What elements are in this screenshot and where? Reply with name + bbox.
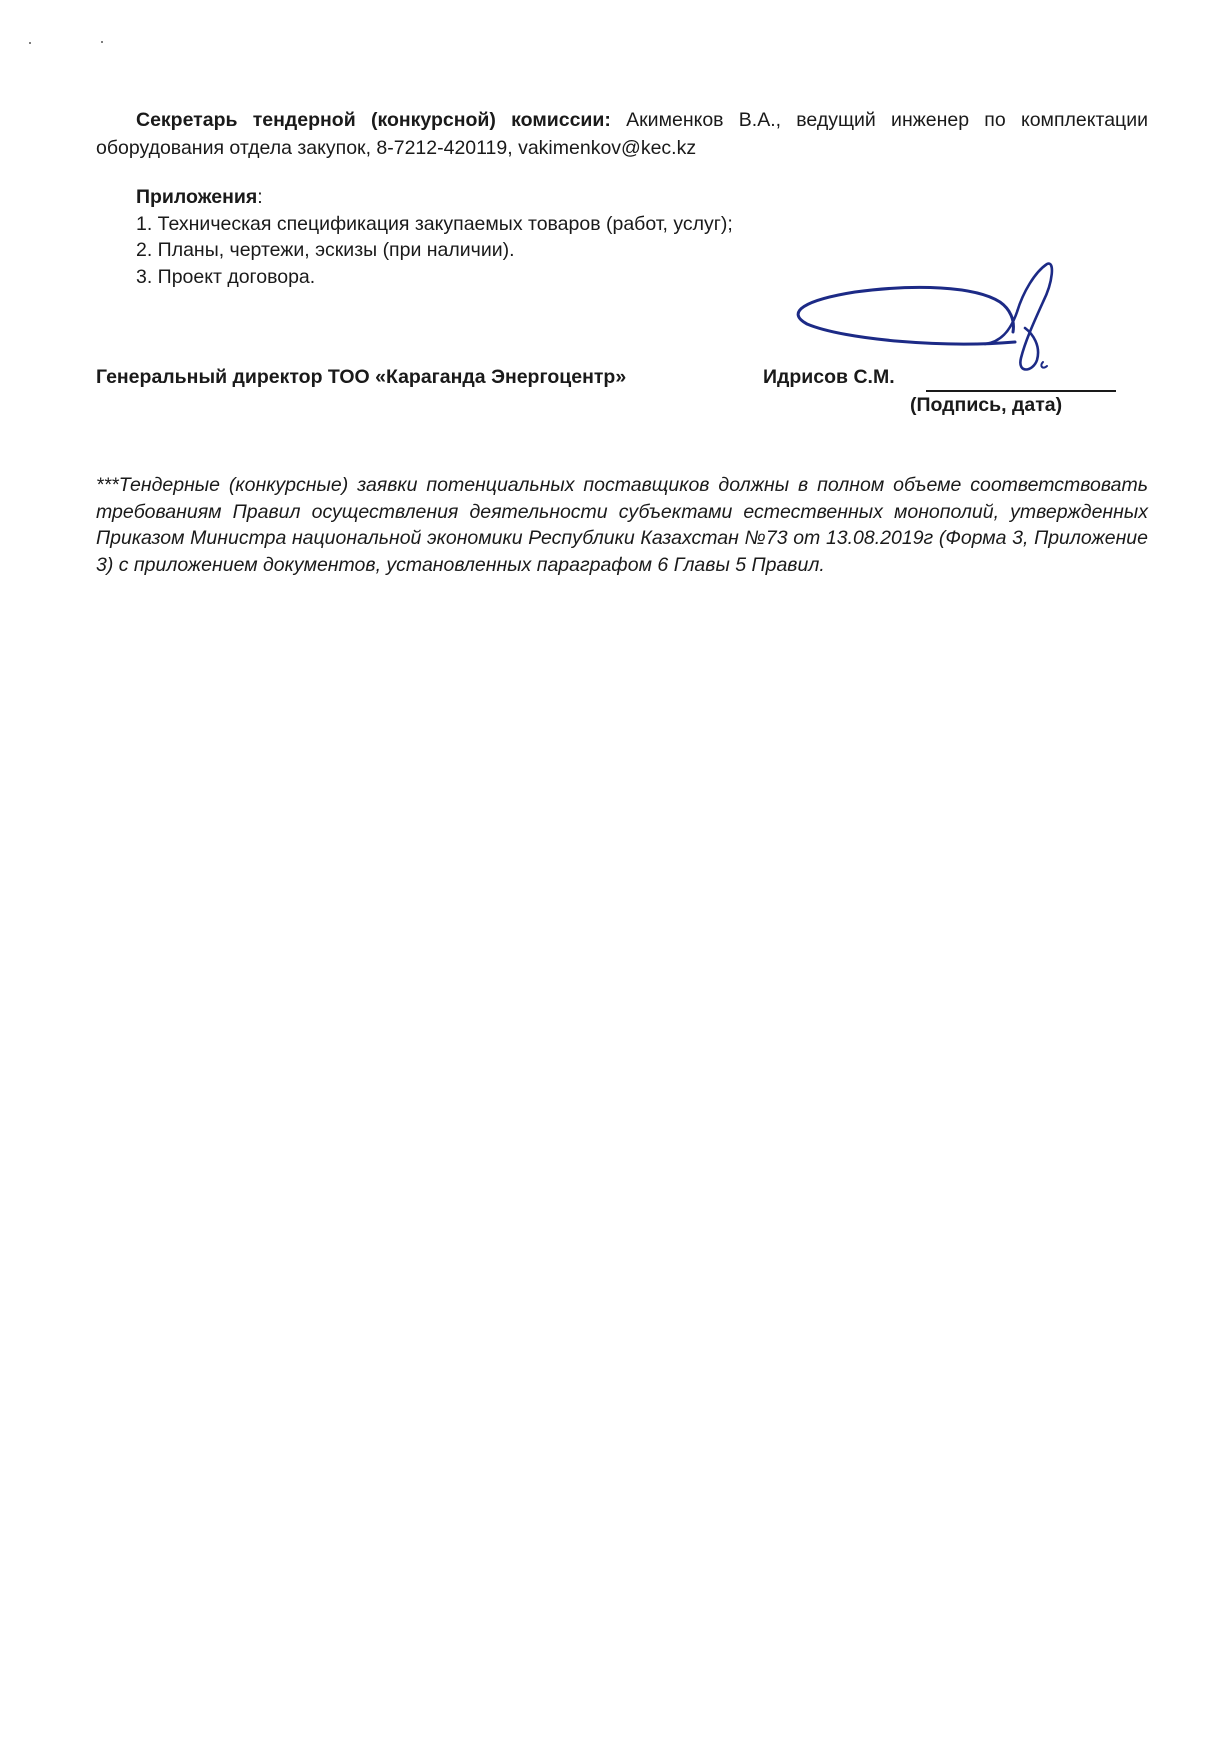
attachments-section: [136, 184, 733, 290]
scan-specks: [28, 40, 108, 46]
secretary-details: Акименков В.А., ведущий инженер по комплектации оборудования отдела закупок, 8-7212-420119, vakimenkov@kec.kz: [96, 109, 1148, 159]
director-title: Генеральный директор ТОО «Караганда Энергоцентр»: [96, 366, 627, 388]
secretary-paragraph: [96, 106, 1148, 162]
attachments-list: [136, 211, 733, 291]
attachments-heading: [136, 184, 733, 211]
attachment-item: 1. Техническая спецификация закупаемых товаров (работ, услуг);: [136, 212, 733, 235]
director-name: Идрисов С.М.: [763, 366, 895, 388]
signature-caption: (Подпись, дата): [910, 394, 1063, 416]
handwritten-signature: [785, 262, 1105, 382]
attachment-item: 2. Планы, чертежи, эскизы (при наличии).: [136, 239, 515, 261]
attachments-colon: :: [257, 186, 263, 208]
secretary-label: Секретарь тендерной (конкурсной) комиссии:: [136, 109, 611, 131]
signature-line: [926, 390, 1116, 392]
footnote-paragraph: ***Тендерные (конкурсные) заявки потенциальных поставщиков должны в полном объеме соответствовать требованиям Правил осуществления деятельности субъектами естественных монополий, утвержденных Приказом Министра национальной экономики Республики Казахстан №73 от 13.08.2019г (Форма 3, Приложение 3) с приложением документов, установленных параграфом 6 Главы 5 Правил.: [96, 474, 1148, 576]
attachments-title: Приложения: [136, 186, 258, 208]
attachment-item: 3. Проект договора.: [136, 265, 316, 288]
